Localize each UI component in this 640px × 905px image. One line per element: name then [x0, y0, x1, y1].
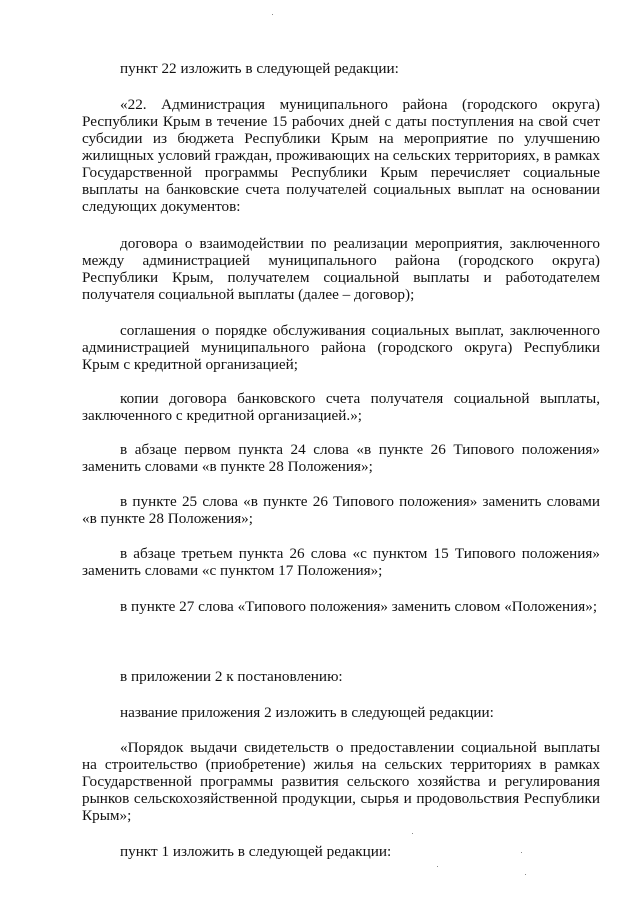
scan-speck — [437, 866, 438, 867]
scan-speck — [521, 852, 522, 853]
paragraph-item-26: в абзаце третьем пункта 26 слова «с пунктом 15 Типового положения» заменить словами «с пунктом 17 Положения»; — [82, 545, 600, 579]
paragraph-appendix-title: «Порядок выдачи свидетельств о предоставлении социальной выплаты на строительство (приобретение) жилья на сельских территориях в рамках Государственной программы развития сельского хозяйства и регулирования рынков сельскохозяйственной продукции, сырья и продовольствия Республики Крым»; — [82, 739, 600, 824]
paragraph-agreement-contract: договора о взаимодействии по реализации мероприятия, заключенного между администрацией муниципального района (городского округа) Республики Крым, получателем социальной выплаты и работодателем получателя социальной выплаты (далее – договор); — [82, 235, 600, 303]
paragraph-item-25: в пункте 25 слова «в пункте 26 Типового положения» заменить словами «в пункте 28 Положения»; — [82, 493, 600, 527]
paragraph-appendix-2: в приложении 2 к постановлению: — [120, 668, 343, 685]
paragraph-bank-account-copy: копии договора банковского счета получателя социальной выплаты, заключенного с кредитной организацией.»; — [82, 390, 600, 424]
scan-speck — [412, 833, 413, 834]
paragraph-item-22-intro: пункт 22 изложить в следующей редакции: — [120, 60, 399, 77]
scan-speck — [272, 14, 273, 15]
paragraph-item-22-text: «22. Администрация муниципального района (городского округа) Республики Крым в течение 15 рабочих дней с даты поступления на свой счет субсидии из бюджета Республики Крым на мероприятие по улучшению жилищных условий граждан, проживающих на сельских территориях, в рамках Государственной программы Республики Крым перечисляет социальные выплаты на банковские счета получателей социальных выплат на основании следующих документов: — [82, 96, 600, 215]
paragraph-item-27: в пункте 27 слова «Типового положения» заменить словом «Положения»; — [120, 598, 598, 615]
paragraph-item-24: в абзаце первом пункта 24 слова «в пункте 26 Типового положения» заменить словами «в пункте 28 Положения»; — [82, 441, 600, 475]
paragraph-item-1-intro: пункт 1 изложить в следующей редакции: — [120, 843, 392, 860]
scan-speck — [525, 874, 526, 875]
paragraph-service-agreement: соглашения о порядке обслуживания социальных выплат, заключенного администрацией муниципального района (городского округа) Республики Крым с кредитной организацией; — [82, 322, 600, 373]
paragraph-appendix-title-intro: название приложения 2 изложить в следующей редакции: — [120, 704, 494, 721]
